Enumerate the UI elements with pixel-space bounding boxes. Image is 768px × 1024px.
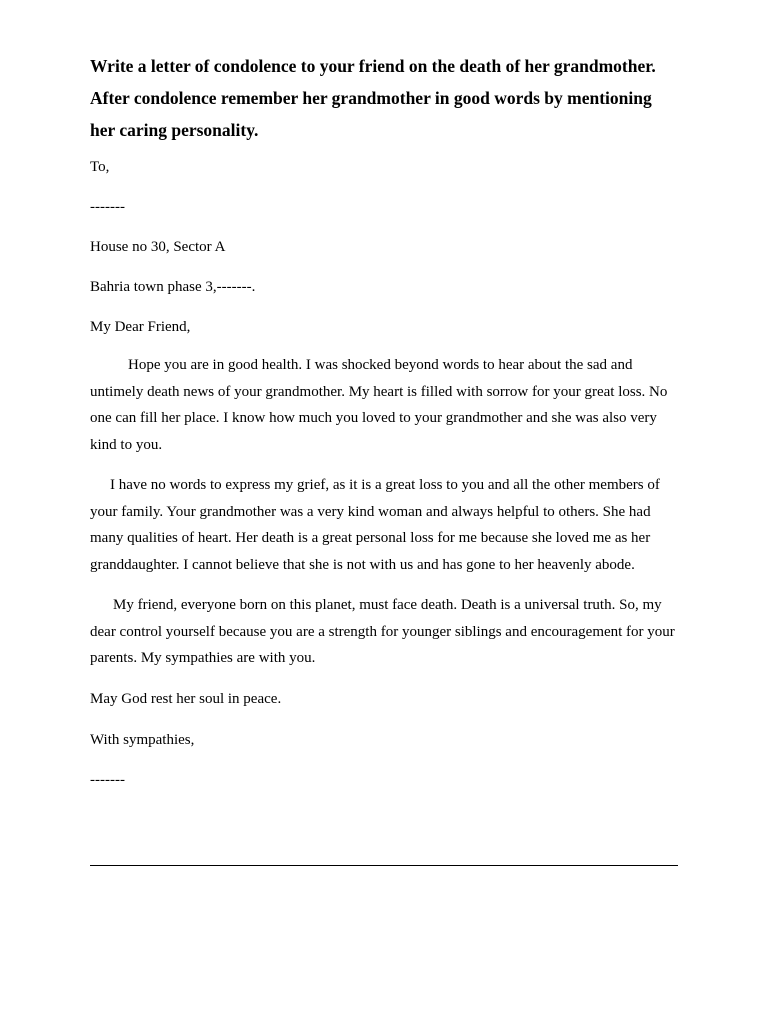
closing-wish: May God rest her soul in peace. — [90, 691, 282, 707]
recipient-to: To, — [90, 159, 110, 175]
signature-placeholder: ------- — [90, 772, 125, 788]
address-line-1: House no 30, Sector A — [90, 239, 226, 255]
heading-line-2: After condolence remember her grandmother in good words by mentioning — [90, 88, 652, 108]
footer-divider — [90, 865, 678, 866]
paragraph-1: Hope you are in good health. I was shocked beyond words to hear about the sad and untimely death news of your grandmother. My heart is filled with sorrow for your great loss. No one can fill her place. I know how much you loved to your grandmother and she was also very kind to you. — [90, 357, 668, 453]
assignment-heading — [90, 50, 690, 146]
heading-line-3: her caring personality. — [90, 120, 259, 140]
closing: With sympathies, — [90, 732, 195, 748]
heading-line-1: Write a letter of condolence to your friend on the death of her grandmother. — [90, 56, 656, 76]
paragraph-2: I have no words to express my grief, as it is a great loss to you and all the other members of your family. Your grandmother was a very kind woman and always helpful to others. She had many qualities of heart. Her death is a great personal loss for me because she loved me as her granddaughter. I cannot believe that she is not with us and has gone to her heavenly abode. — [90, 477, 660, 573]
recipient-name-placeholder: ------- — [90, 199, 125, 215]
paragraph-3: My friend, everyone born on this planet, must face death. Death is a universal truth. So, my dear control yourself because you are a strength for younger siblings and encouragement for your parents. My sympathies are with you. — [90, 597, 675, 666]
address-line-2: Bahria town phase 3,-------. — [90, 279, 256, 295]
salutation: My Dear Friend, — [90, 319, 191, 335]
